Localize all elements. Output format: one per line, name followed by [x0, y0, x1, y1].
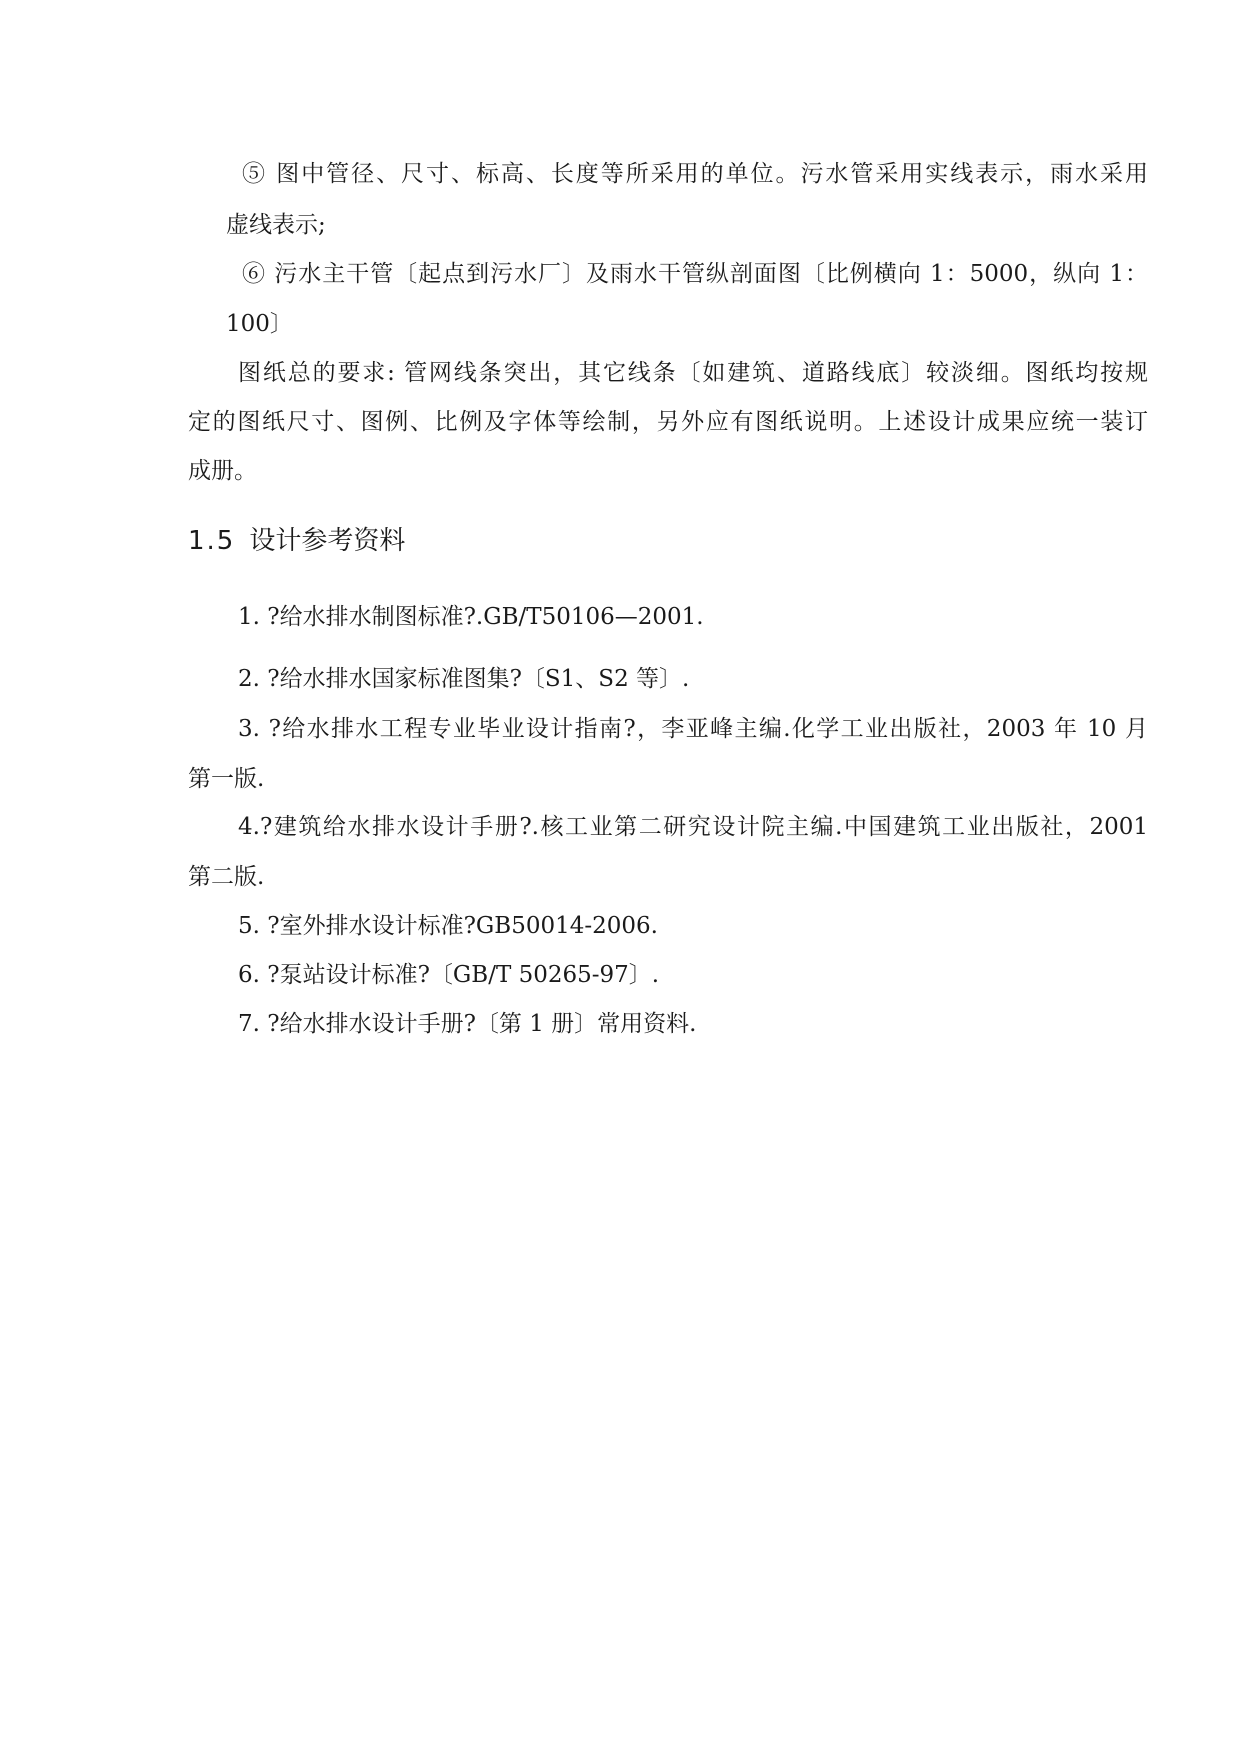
reference-item-continuation: 第二版. — [188, 864, 265, 890]
reference-item: 7. ?给水排水设计手册?〔第 1 册〕常用资料. — [238, 1011, 697, 1037]
section-title: 设计参考资料 — [249, 526, 406, 556]
item5-line1: ⑤ 图中管径、尺寸、标高、长度等所采用的单位。污水管采用实线表示，雨水采用 — [242, 161, 1148, 187]
reference-item: 6. ?泵站设计标准?〔GB/T 50265-97〕. — [238, 962, 660, 988]
general-requirements-line1: 图纸总的要求: 管网线条突出，其它线条〔如建筑、道路线底〕较淡细。图纸均按规 — [238, 360, 1148, 386]
reference-item-continuation: 第一版. — [188, 766, 265, 792]
item6-line2: 100〕 — [226, 311, 293, 337]
reference-item: 2. ?给水排水国家标准图集?〔S1、S2 等〕. — [238, 666, 690, 692]
item6-line1: ⑥ 污水主干管〔起点到污水厂〕及雨水干管纵剖面图〔比例横向 1：5000，纵向 1： — [242, 261, 1148, 287]
general-requirements-line2: 定的图纸尺寸、图例、比例及字体等绘制，另外应有图纸说明。上述设计成果应统一装订 — [188, 409, 1148, 435]
reference-item: 4.?建筑给水排水设计手册?.核工业第二研究设计院主编.中国建筑工业出版社，2001 — [238, 814, 1148, 840]
section-number: 1.5 — [188, 526, 236, 556]
reference-item: 1. ?给水排水制图标准?.GB/T50106—2001. — [238, 604, 704, 630]
reference-item: 5. ?室外排水设计标准?GB50014-2006. — [238, 913, 658, 939]
section-heading — [188, 523, 405, 559]
reference-item: 3. ?给水排水工程专业毕业设计指南?，李亚峰主编.化学工业出版社，2003 年 10 月 — [238, 716, 1148, 742]
general-requirements-line3: 成册。 — [188, 458, 257, 484]
item5-line2: 虚线表示; — [226, 212, 326, 238]
